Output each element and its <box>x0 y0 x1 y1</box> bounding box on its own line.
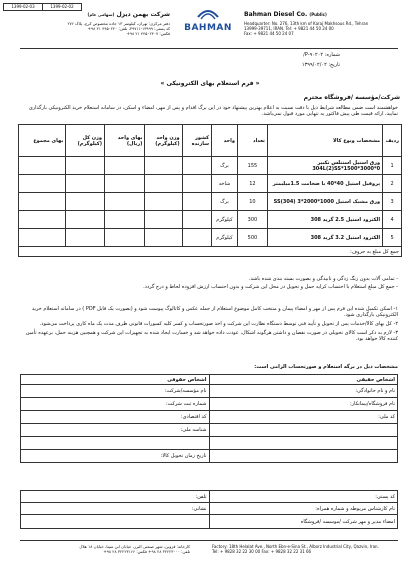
address-en-1: Headquarter: No. 276, 13th km of Karaj Makhsous Rd., Tehran <box>244 21 369 26</box>
date-stamp-2: 1399-02-02 <box>42 3 82 11</box>
row-desc: پروفیل استیل 40*40 با ضخامت 1.5میلیمتر <box>267 175 382 193</box>
row-unit-price[interactable] <box>105 157 145 175</box>
col-row: ردیف <box>383 125 402 157</box>
address-fa-2: کد پستی: ۱۳۹۹۹-۳۹۷۱۱، تلفن: ۴۴۵۰۲۴۰ ۲۱ ۹۸+ <box>87 26 170 31</box>
row-qty: 155 <box>237 157 267 175</box>
legal-field[interactable]: شناسه ملی: <box>21 424 210 437</box>
supplier-info-table <box>20 374 398 463</box>
contact-row <box>21 515 398 529</box>
real-field[interactable] <box>209 424 398 437</box>
footer-divider <box>20 540 398 541</box>
row-country[interactable] <box>182 229 211 247</box>
row-number: 1 <box>383 157 402 175</box>
row-unit-weight[interactable] <box>145 175 182 193</box>
row-unit: برگ <box>212 157 238 175</box>
address-fa-3: فکس: ۴۴۵۰۲۴۰۷ ۲۱ ۹۸+ <box>126 31 170 36</box>
items-table <box>18 124 402 257</box>
phone-field[interactable]: تلفن: <box>21 491 210 503</box>
contact-row <box>21 503 398 515</box>
row-desc: الکترود استیل 3.2 گرید 308 <box>267 229 382 247</box>
row-total-weight[interactable] <box>66 211 105 229</box>
doc-number: شماره: ۹۰۲۰۲-P/ <box>303 52 340 58</box>
col-qty: تعداد <box>237 125 267 157</box>
col-unit: واحد <box>212 125 238 157</box>
signature-field[interactable]: امضاء مدیر و مهر شرکت /موسسه /فروشگاه <box>209 515 398 529</box>
col-total-price: بهای مجموع <box>19 125 66 157</box>
footer-en-1: Factory: 18th Helalat Ave., North Ebn-e-Sina St., Alborz Industrial City, Qazvin, Iran. <box>212 544 379 549</box>
row-unit-price[interactable] <box>105 175 145 193</box>
condition-item: ۱- اسکن تکمیل شده این فرم پس از مهر و امضاء پیمان و منتخب کامل موضوع استعلام از جمله عکس و کاتالوگ پیوست شود و (بصورت یک فایل PDF ) در سامانه استعلام خرید الکترونیکی بارگذاری شود. <box>31 306 398 318</box>
row-total-price[interactable] <box>19 229 66 247</box>
table-row <box>19 193 402 211</box>
row-qty: 10 <box>237 193 267 211</box>
table-row <box>19 157 402 175</box>
bahman-logo-icon <box>196 7 220 21</box>
condition-item: ۳- لازم به ذکر است کالای تحویلی در صورت نقصان و داشتن هرگونه اشکال، عودت داده خواهد شد و خسارت ایجاد شده به تجهیزات این شرکت و همچنین هزینه حمل، برعهده تأمین کننده کالا خواهد بود. <box>25 330 398 342</box>
col-total-weight: وزن کل (کیلوگرم) <box>66 125 105 157</box>
address-field[interactable]: نشانی: <box>21 503 210 515</box>
row-unit-weight[interactable] <box>145 211 182 229</box>
row-unit-weight[interactable] <box>145 193 182 211</box>
table-row <box>19 211 402 229</box>
form-title: « فرم استعلام بهای الکترونیکی » <box>160 80 260 87</box>
row-unit: برگ <box>212 193 238 211</box>
note-item: - تمامی آلات بدون زنگ زدگی و تابیدگی و بصورت بسته بندی شده باشد. <box>248 276 398 282</box>
signature-blank[interactable] <box>21 515 210 529</box>
row-country[interactable] <box>182 211 211 229</box>
row-unit: شاخه <box>212 175 238 193</box>
row-total-price[interactable] <box>19 157 66 175</box>
expert-name-field[interactable]: نام کارشناس مربوطه و شماره همراه: <box>209 503 398 515</box>
table-row <box>19 175 402 193</box>
row-total-weight[interactable] <box>66 157 105 175</box>
footer-fa-2: تلفن: ۳۲۲۲۳۰۰۰ ۲۸ ۹۸+ فکس: ۳۲۲۲۳۱۶۶ ۲۸ ۹۸+ <box>103 549 190 554</box>
col-unit-weight: وزن واحد (کیلوگرم) <box>145 125 182 157</box>
row-unit-price[interactable] <box>105 193 145 211</box>
table-row <box>21 398 398 411</box>
brand-name: BAHMAN <box>184 23 232 33</box>
legal-field[interactable]: نام مؤسسه/شرکت: <box>21 385 210 398</box>
invoice-requirements-title: مشخصات ذیل در برگه استعلام و صورتحساب الزامی است: <box>254 364 398 370</box>
col-desc: مشخصات ونوع کالا <box>267 125 382 157</box>
row-qty: 12 <box>237 175 267 193</box>
col-real-persons: اشخاص حقیقی <box>209 375 398 385</box>
row-total-price[interactable] <box>19 211 66 229</box>
address-en-2: 13999-39711, IRAN. Tel: + 9821 44 50 24 00 <box>244 26 334 31</box>
table-row <box>19 229 402 247</box>
notes <box>20 276 398 290</box>
contact-row <box>21 491 398 503</box>
row-desc: ورق استیل استنلس تکبیر 304L(2)SS*1500*3000*0 <box>267 157 382 175</box>
row-unit-price[interactable] <box>105 211 145 229</box>
company-header-en <box>244 11 414 36</box>
company-header-fa <box>30 11 170 36</box>
row-unit-weight[interactable] <box>145 157 182 175</box>
row-country[interactable] <box>182 157 211 175</box>
row-unit: کیلوگرم <box>212 229 238 247</box>
table-header-row <box>19 125 402 157</box>
row-total-weight[interactable] <box>66 175 105 193</box>
row-number: 5 <box>383 229 402 247</box>
row-qty: 300 <box>237 211 267 229</box>
company-name-fa: شرکت بهمن دیزل (سهامی عام) <box>87 11 170 18</box>
header-divider <box>20 48 398 49</box>
footer-fa-1: کارخانه: قزوین، شهر صنعتی البرز، خیابان ابن سینا، خیابان ۱۸ هلال <box>79 544 190 549</box>
table-row <box>21 437 398 450</box>
real-field[interactable]: کد ملی: <box>209 411 398 424</box>
row-total-weight[interactable] <box>66 193 105 211</box>
row-unit-price[interactable] <box>105 229 145 247</box>
real-field[interactable] <box>209 437 398 450</box>
row-country[interactable] <box>182 193 211 211</box>
footer-en <box>212 544 398 554</box>
footer-en-2: Tel: + 9828 32 22 30 00 Fax: + 9828 32 22 31 66 <box>212 549 312 554</box>
address-fa-1: دفتر مرکزی: تهران، کیلومتر ۱۳ جاده مخصوص کرج، پلاک ۲۷۶ <box>67 21 170 26</box>
postal-code-field[interactable]: کد پستی: <box>209 491 398 503</box>
row-country[interactable] <box>182 175 211 193</box>
row-desc: ورق مشبک استیل 1000*2000*3 SS(304) <box>267 193 382 211</box>
legal-field[interactable]: تاریخ زمان تحویل کالا: <box>21 450 210 463</box>
real-field[interactable]: نام و نام خانوادگی: <box>209 385 398 398</box>
table-row <box>21 450 398 463</box>
doc-date: تاریخ: ۱۳۹۹/۰۲/۰۲ <box>301 62 340 68</box>
supplier-table-header <box>21 375 398 385</box>
real-field[interactable]: نام فروشگاه/پیمانکار: <box>209 398 398 411</box>
intro-text: خواهشمند است ضمن مطالعه شرایط ذیل با دقت نسبت به اعلام بهترین پیشنهاد خود در این برگ اقدام و پس از مهر، امضاء و اسکن، در سامانه استعلام خرید الکترونیکی بارگذاری نمایید، ارائه قیمت طی پیش فاکتور به تنهایی مورد قبول نمی‌باشد. <box>28 105 398 117</box>
col-unit-price: بهای واحد (ریال) <box>105 125 145 157</box>
table-row <box>21 424 398 437</box>
row-number: 3 <box>383 193 402 211</box>
legal-field[interactable]: شماره ثبت شرکت: <box>21 398 210 411</box>
row-unit: کیلوگرم <box>212 211 238 229</box>
address-en-3: Fax: + 9821 44 50 24 07 <box>244 31 294 36</box>
real-field[interactable] <box>209 450 398 463</box>
sum-row <box>19 247 402 257</box>
note-item: - جمع کل مبلغ استعلام با احتساب کرایه حمل و تحویل در محل این شرکت و بدون احتساب ارزش افزوده لحاظ و درج گردد. <box>143 284 398 290</box>
footer-fa <box>20 544 190 554</box>
row-total-weight[interactable] <box>66 229 105 247</box>
contact-table <box>20 490 398 529</box>
sum-in-words-label: جمع کل مبلغ به حروف: <box>19 247 402 257</box>
row-qty: 500 <box>237 229 267 247</box>
row-total-price[interactable] <box>19 175 66 193</box>
col-legal-persons: اشخاص حقوقی <box>21 375 210 385</box>
row-total-price[interactable] <box>19 193 66 211</box>
date-stamp-1: 1399-02-03 <box>3 3 43 11</box>
table-row <box>21 385 398 398</box>
legal-field[interactable] <box>21 437 210 450</box>
row-unit-weight[interactable] <box>145 229 182 247</box>
legal-field[interactable]: کد اقتصادی: <box>21 411 210 424</box>
col-country: کشور سازنده <box>182 125 211 157</box>
recipient-line: شرکت/مؤسسه /فروشگاه محترم <box>303 94 400 101</box>
company-name-en: Bahman Diesel Co. (Public) <box>244 11 327 18</box>
row-number: 4 <box>383 211 402 229</box>
table-row <box>21 411 398 424</box>
condition-item: ۲- کل بهای کالا/خدمات پس از تحویل و تأیید فنی توسط دستگاه نظارت این شرکت و اخذ صورتحساب و کسر کلیه کسورات قانونی ظرف مدت یک ماه کاری پرداخت می‌شود. <box>39 321 398 327</box>
bahman-logo <box>178 6 238 34</box>
row-number: 2 <box>383 175 402 193</box>
row-desc: الکترود استیل 2.5 گرید 308 <box>267 211 382 229</box>
conditions <box>20 306 398 342</box>
